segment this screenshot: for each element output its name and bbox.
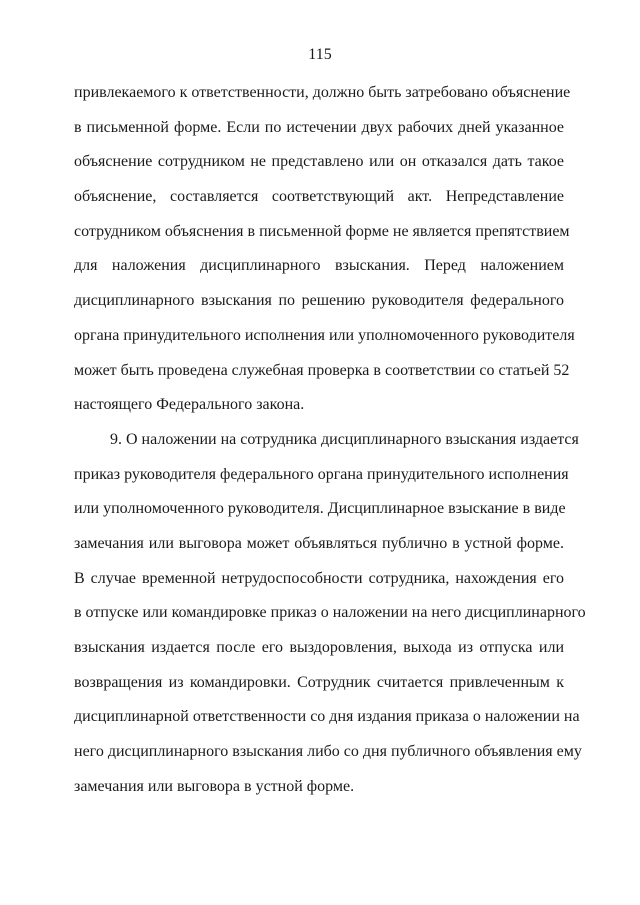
text-line: замечания или выговора может объявляться публично в устной форме. [74, 534, 564, 552]
text-line: объяснение сотрудником не представлено или он отказался дать такое [74, 153, 564, 171]
text-line: В случае временной нетрудоспособности сотрудника, нахождения его [74, 569, 564, 587]
text-line: в письменной форме. Если по истечении двух рабочих дней указанное [74, 118, 564, 136]
text-line: взыскания издается после его выздоровления, выхода из отпуска или [74, 639, 564, 656]
text-line: возвращения из командировки. Сотрудник считается привлеченным к [74, 673, 564, 691]
text-line: замечания или выговора в устной форме. [74, 777, 355, 795]
text-line: может быть проведена служебная проверка в соответствии со статьей 52 [74, 361, 570, 379]
text-line: приказ руководителя федерального органа принудительного исполнения [74, 465, 569, 483]
text-line: для наложения дисциплинарного взыскания. Перед наложением [74, 257, 564, 275]
text-line: него дисциплинарного взыскания либо со дня публичного объявления ему [74, 743, 582, 761]
text-line: дисциплинарного взыскания по решению руководителя федерального [74, 292, 564, 310]
text-line: или уполномоченного руководителя. Дисциплинарное взыскание в виде [74, 500, 566, 518]
text-line: органа принудительного исполнения или уполномоченного руководителя [74, 326, 575, 344]
paragraph [74, 80, 575, 427]
text-line: в отпуске или командировке приказ о наложении на него дисциплинарного [74, 604, 586, 622]
text-line: 9. О наложении на сотрудника дисциплинарного взыскания издается [110, 430, 579, 448]
text-line: настоящего Федерального закона. [74, 396, 305, 414]
paragraph [74, 427, 586, 809]
document-body [74, 80, 586, 808]
text-line: дисциплинарной ответственности со дня издания приказа о наложении на [74, 708, 580, 726]
text-line: объяснение, составляется соответствующий акт. Непредставление [74, 188, 564, 206]
text-line: привлекаемого к ответственности, должно быть затребовано объяснение [74, 84, 571, 101]
page-number: 115 [308, 46, 332, 63]
text-line: сотрудником объяснения в письменной форме не является препятствием [74, 222, 570, 240]
